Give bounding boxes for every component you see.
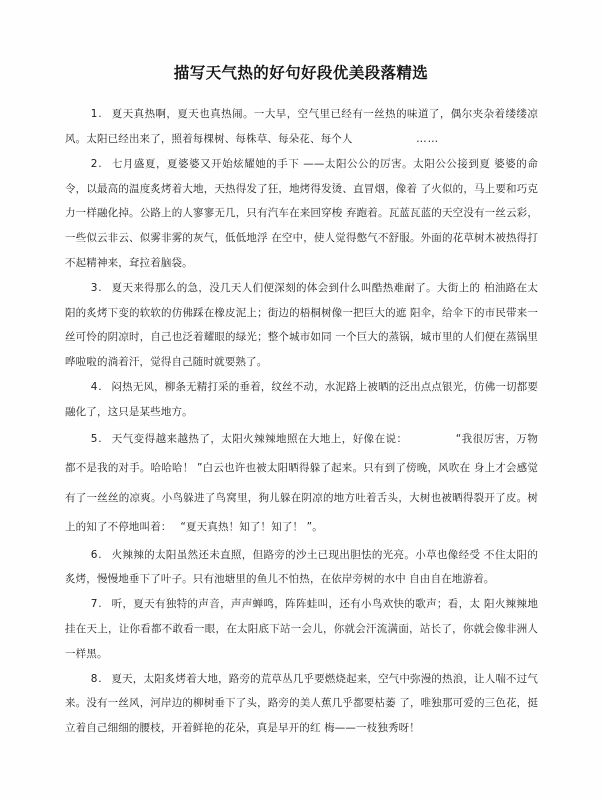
paragraph-text: 闷热无风，柳条无精打采的垂着，纹丝不动，水泥路上被晒的泛出点点银光，仿佛一切都要融化了，这只是某些地方。 bbox=[65, 381, 538, 418]
paragraph-text: 火辣辣的太阳虽然还未直照，但路旁的沙土已现出胆怯的光亮。小草也像经受 不住太阳的炙烤，慢慢地垂下了叶子。只有池塘里的鱼儿不怕热，在依岸旁树的水中 自由自在地游着。 bbox=[65, 548, 538, 586]
list-number: 4. bbox=[90, 381, 103, 394]
paragraph-trailing-ellipsis: …… bbox=[416, 133, 440, 146]
list-number: 1. bbox=[90, 108, 103, 121]
paragraph-item bbox=[65, 543, 538, 593]
paragraph-text: 夏天，太阳炙烤着大地，路旁的荒草丛几乎要燃烧起来，空气中弥漫的热浪，让人喘不过气来。没有一丝风，河岸边的柳树垂下了头，路旁的美人蕉几乎都要枯萎 了，唯独那可爱的三色花，挺立着自己细细的腰枝，开着鲜艳的花朵，真是早开的红 梅——一枝独秀呀！ bbox=[65, 672, 538, 735]
paragraph-text: 夏天来得那么的急，没几天人们便深刻的体会到什么叫酷热难耐了。大街上的 柏油路在太阳的炙烤下变的软软的仿佛踩在橡皮泥上；街边的梧桐树像一把巨大的遮 阳伞，给伞下的市民带来一丝可怜的阴凉时，自己也泛着耀眼的绿光；整个城市如同 一个巨大的蒸锅，城市里的人们便在蒸锅里哗啦啦的淌着汗，觉得自己随时就要熟了。 bbox=[65, 281, 538, 369]
paragraph-text-middle: 白云也许也被太阳晒得躲了起来。只有到了傍晚，风吹在 身上才会感觉有了一丝丝的凉爽。小鸟躲进了鸟窝里，狗儿躲在阴凉的地方吐着舌头，大树也被晒得裂开了皮。树上的知了不停地叫着： bbox=[65, 462, 538, 534]
paragraph-quote-secondary: “夏天真热！知了！知了！ ” bbox=[180, 521, 313, 534]
list-number: 7. bbox=[90, 598, 103, 611]
document-body bbox=[0, 85, 602, 741]
paragraph-text-after-quote: 。 bbox=[312, 521, 323, 534]
page-title: 描写天气热的好句好段优美段落精选 bbox=[173, 64, 429, 82]
list-number: 3. bbox=[90, 281, 103, 294]
paragraph-text: 听，夏天有独特的声音，声声蝉鸣，阵阵蛙叫，还有小鸟欢快的歌声；看，太 阳火辣辣地挂在天上，让你看都不敢看一眼，在太阳底下站一会儿，你就会汗流满面，站长了，你就会像非洲人一样黑。 bbox=[65, 598, 538, 660]
paragraph-item bbox=[65, 667, 538, 741]
paragraph-item bbox=[65, 152, 538, 276]
paragraph-item bbox=[65, 102, 538, 152]
paragraph-text: 七月盛夏，夏婆婆又开始炫耀她的手下 ——太阳公公的厉害。太阳公公接到夏 婆婆的命令，以最高的温度炙烤着大地，天热得发了狂，地烤得发烫、直冒烟，像着 了火似的，马上要和巧克力一样融化掉。公路上的人寥寥无几，只有汽车在来回穿梭 弃跑着。瓦蓝瓦蓝的天空没有一丝云彩，一些似云非云、似雾非雾的灰气，低低地浮 在空中，使人觉得憋气不舒服。外面的花草树木被热得打不起精神来，耷拉着脑袋。 bbox=[65, 157, 538, 270]
paragraph-quote-primary: “我很厉害，万物都不是我的对手。哈哈哈！ ” bbox=[65, 432, 538, 475]
paragraph-item bbox=[65, 592, 538, 666]
paragraph-text: 夏天真热啊，夏天也真热闹。一大早，空气里已经有一丝热的味道了，偶尔夹杂着缕缕凉风。太阳已经出来了，照着每棵树、每株草、每朵花、每个人 bbox=[65, 108, 538, 146]
list-number: 5. bbox=[90, 432, 103, 445]
list-number: 6. bbox=[90, 548, 103, 561]
paragraph-item bbox=[65, 425, 538, 543]
list-number: 8. bbox=[90, 672, 103, 685]
paragraph-item bbox=[65, 375, 538, 425]
list-number: 2. bbox=[90, 157, 103, 170]
paragraph-text-before-quote: 天气变得越来越热了，太阳火辣辣地照在大地上，好像在说： bbox=[111, 432, 408, 445]
paragraph-item bbox=[65, 276, 538, 375]
